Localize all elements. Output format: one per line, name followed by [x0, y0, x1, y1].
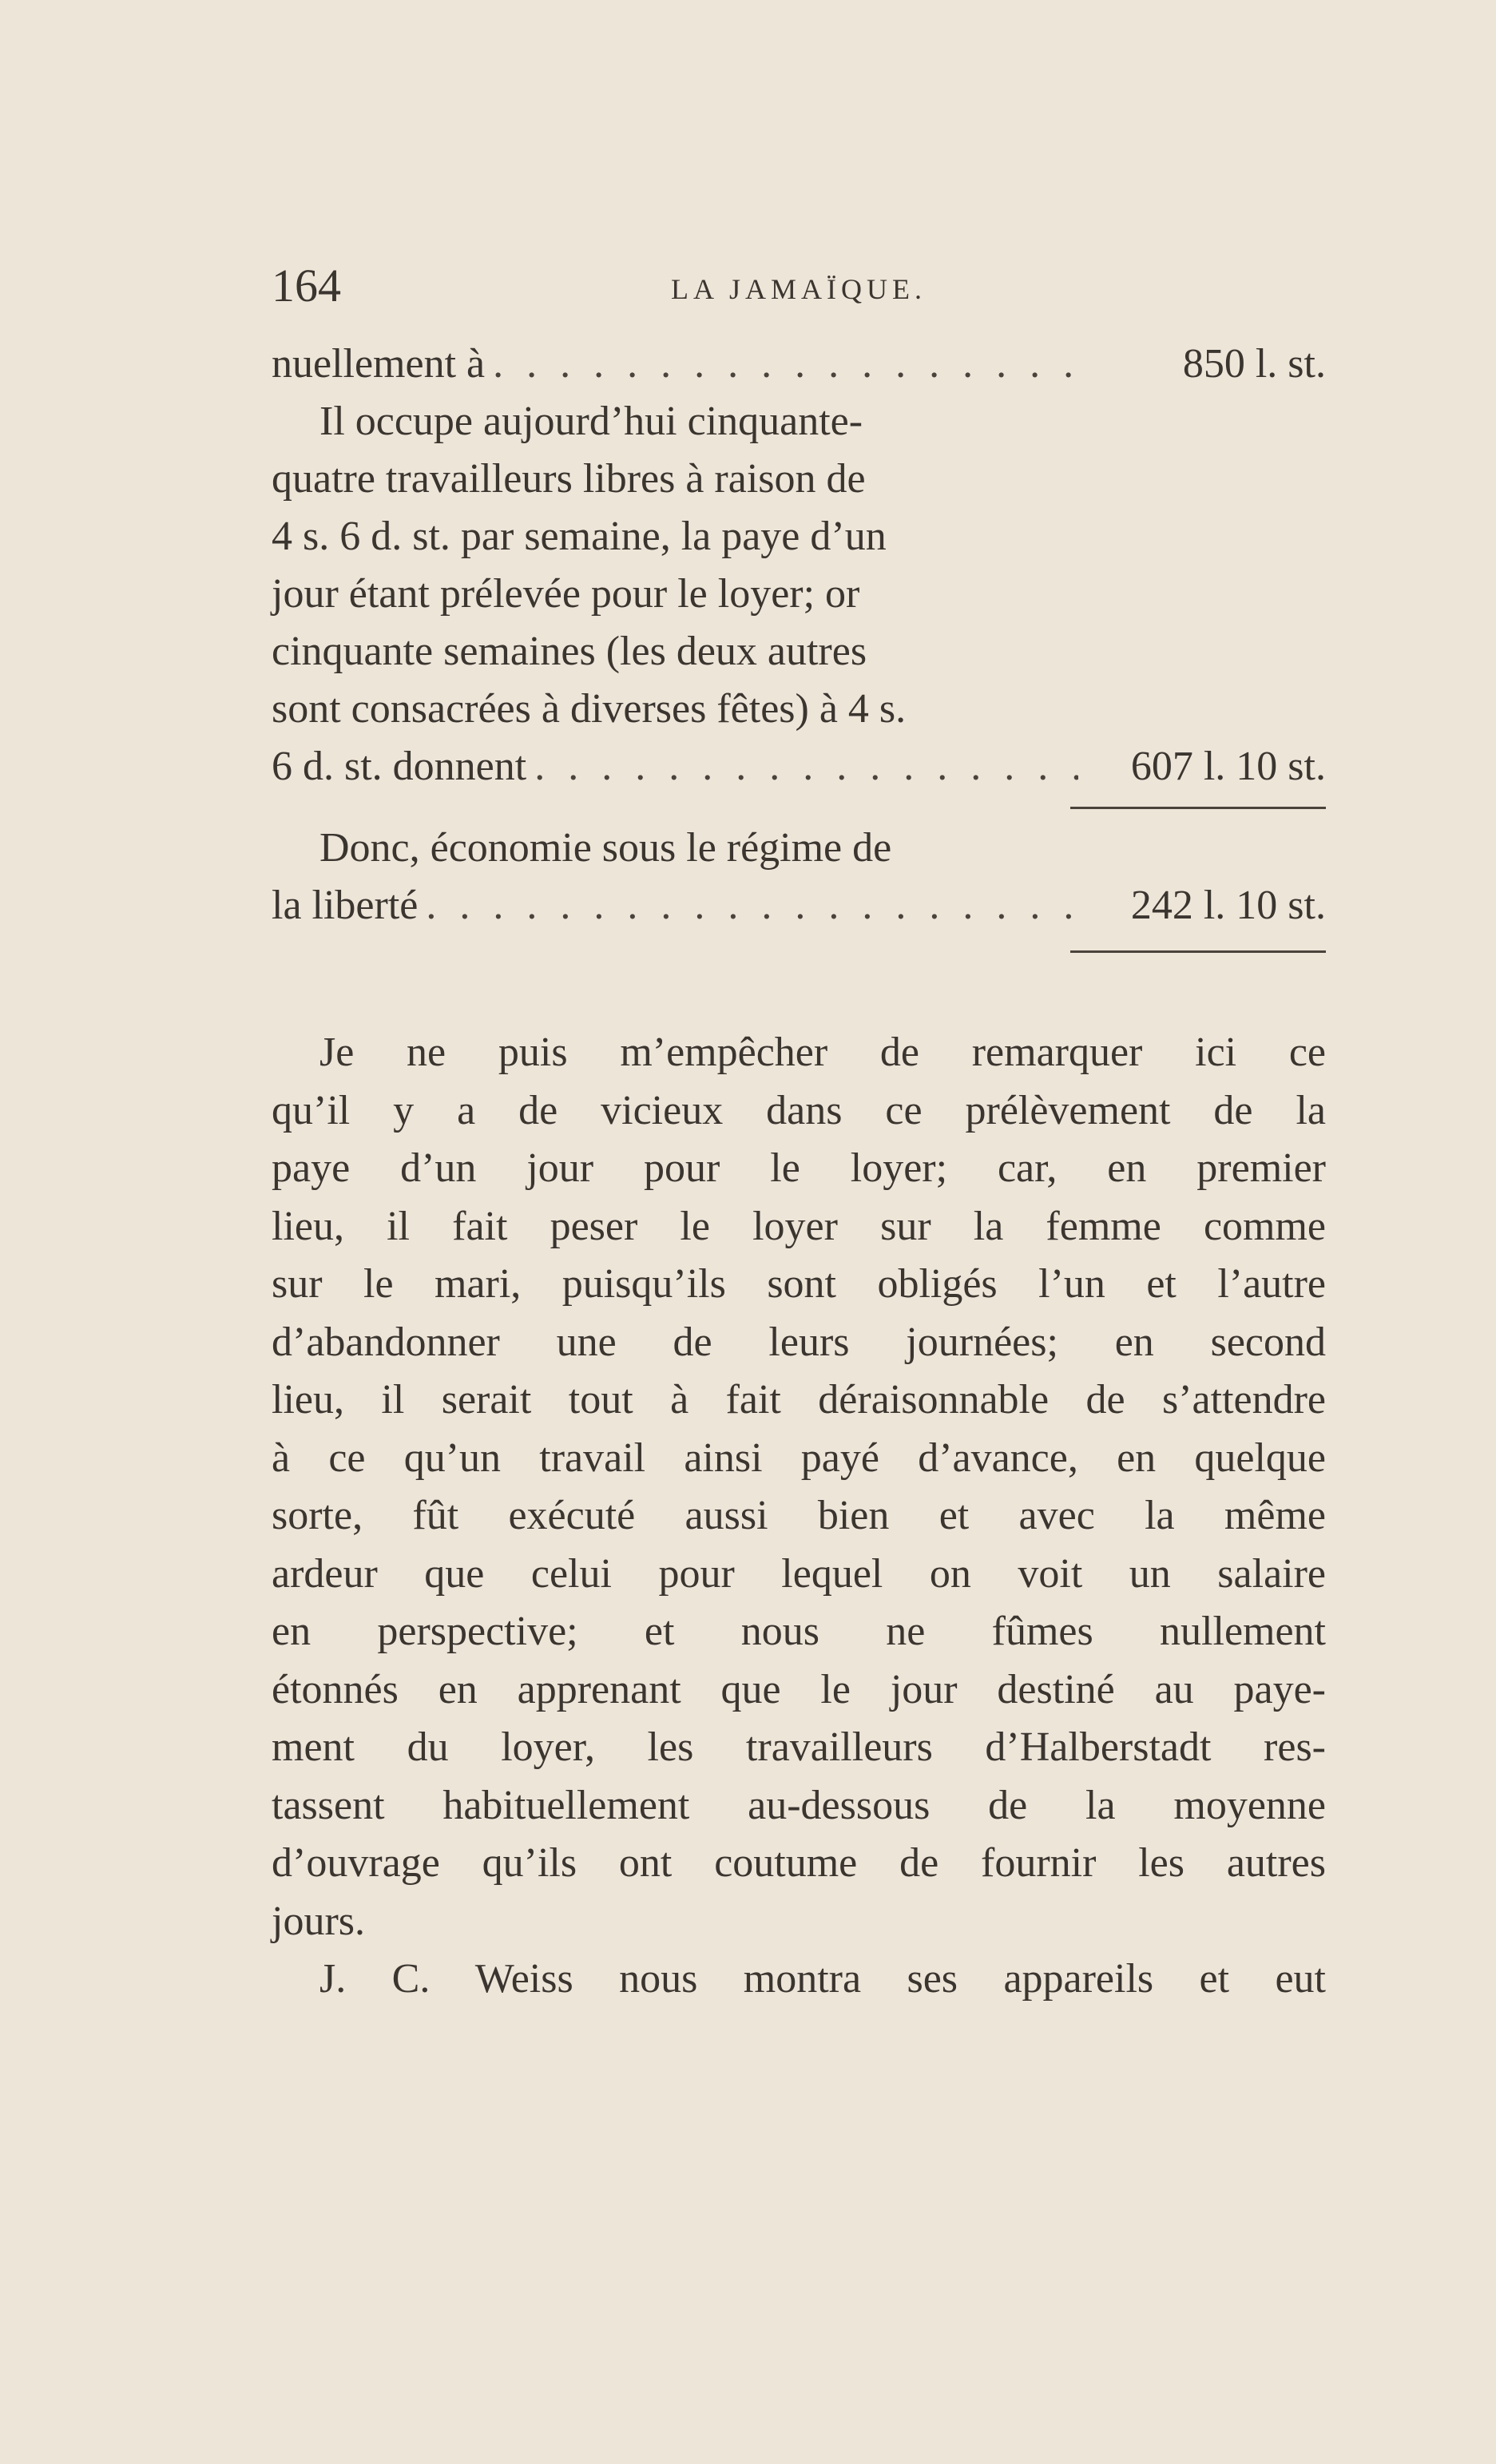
text-line: jours. — [272, 1898, 365, 1944]
text-line: quatre travailleurs libres à raison de — [272, 456, 866, 502]
ledger-line — [272, 738, 1326, 796]
text-line: Il occupe aujourd’hui cinquante- — [319, 399, 863, 444]
text-line: sorte, fût exécuté aussi bien et avec la même — [272, 1493, 1326, 1538]
text-line: Donc, économie sous le régime de — [319, 825, 892, 871]
text-line: tassent habituellement au-dessous de la moyenne — [272, 1782, 1326, 1828]
text-line: ardeur que celui pour lequel on voit un salaire — [272, 1550, 1326, 1597]
ledger-label: la liberté — [272, 883, 419, 928]
text-line: lieu, il serait tout à fait déraisonnable de s’attendre — [272, 1377, 1326, 1422]
dot-leader — [426, 877, 1078, 934]
text-line: paye d’un jour pour le loyer; car, en premier — [272, 1145, 1326, 1191]
text-line: J. C. Weiss nous montra ses appareils et eut — [319, 1956, 1326, 2002]
ledger-amount: 850 l. st. — [1182, 341, 1326, 387]
text-line: sont consacrées à diverses fêtes) à 4 s. — [272, 686, 907, 732]
running-head — [272, 254, 1326, 318]
paragraph — [272, 1950, 1326, 2009]
ledger-entry-savings — [272, 819, 1326, 934]
text-line: étonnés en apprenant que le jour destiné au paye- — [272, 1666, 1326, 1712]
text-line: Je ne puis m’empêcher de remarquer ici ce — [319, 1030, 1326, 1075]
text-line: 4 s. 6 d. st. par semaine, la paye d’un — [272, 514, 887, 559]
ledger-entry-rent-old — [272, 335, 1326, 393]
text-line: cinquante semaines (les deux autres — [272, 629, 867, 674]
ledger-entry-free-labour — [272, 393, 1326, 796]
text-line: ment du loyer, les travailleurs d’Halberstadt res- — [272, 1724, 1326, 1770]
text-line: qu’il y a de vicieux dans ce prélèvement de la — [272, 1087, 1326, 1133]
ledger-line — [272, 877, 1326, 934]
ledger-entries — [272, 335, 1326, 966]
running-title: LA JAMAÏQUE. — [671, 273, 927, 305]
total-rule — [1070, 807, 1326, 809]
text-line: jour étant prélevée pour le loyer; or — [272, 571, 860, 617]
ledger-label: 6 d. st. donnent — [272, 744, 527, 789]
total-rule — [1070, 950, 1326, 953]
text-line: sur le mari, puisqu’ils sont obligés l’un et l’autre — [272, 1261, 1326, 1307]
dot-leader — [534, 738, 1078, 796]
text-line: à ce qu’un travail ainsi payé d’avance, en quelque — [272, 1434, 1326, 1481]
body-text — [272, 1024, 1326, 2009]
ledger-label: nuellement à — [272, 341, 486, 387]
paragraph — [272, 1024, 1326, 1950]
page-number: 164 — [272, 260, 341, 311]
ledger-line — [272, 335, 1326, 393]
dot-leader — [493, 335, 1078, 393]
text-line: d’abandonner une de leurs journées; en second — [272, 1319, 1326, 1365]
text-line: d’ouvrage qu’ils ont coutume de fournir les autres — [272, 1840, 1326, 1886]
ledger-amount: 607 l. 10 st. — [1130, 744, 1326, 789]
ledger-amount: 242 l. 10 st. — [1130, 883, 1326, 928]
text-line: lieu, il fait peser le loyer sur la femme comme — [272, 1203, 1326, 1249]
text-line: en perspective; et nous ne fûmes nullement — [272, 1609, 1326, 1654]
